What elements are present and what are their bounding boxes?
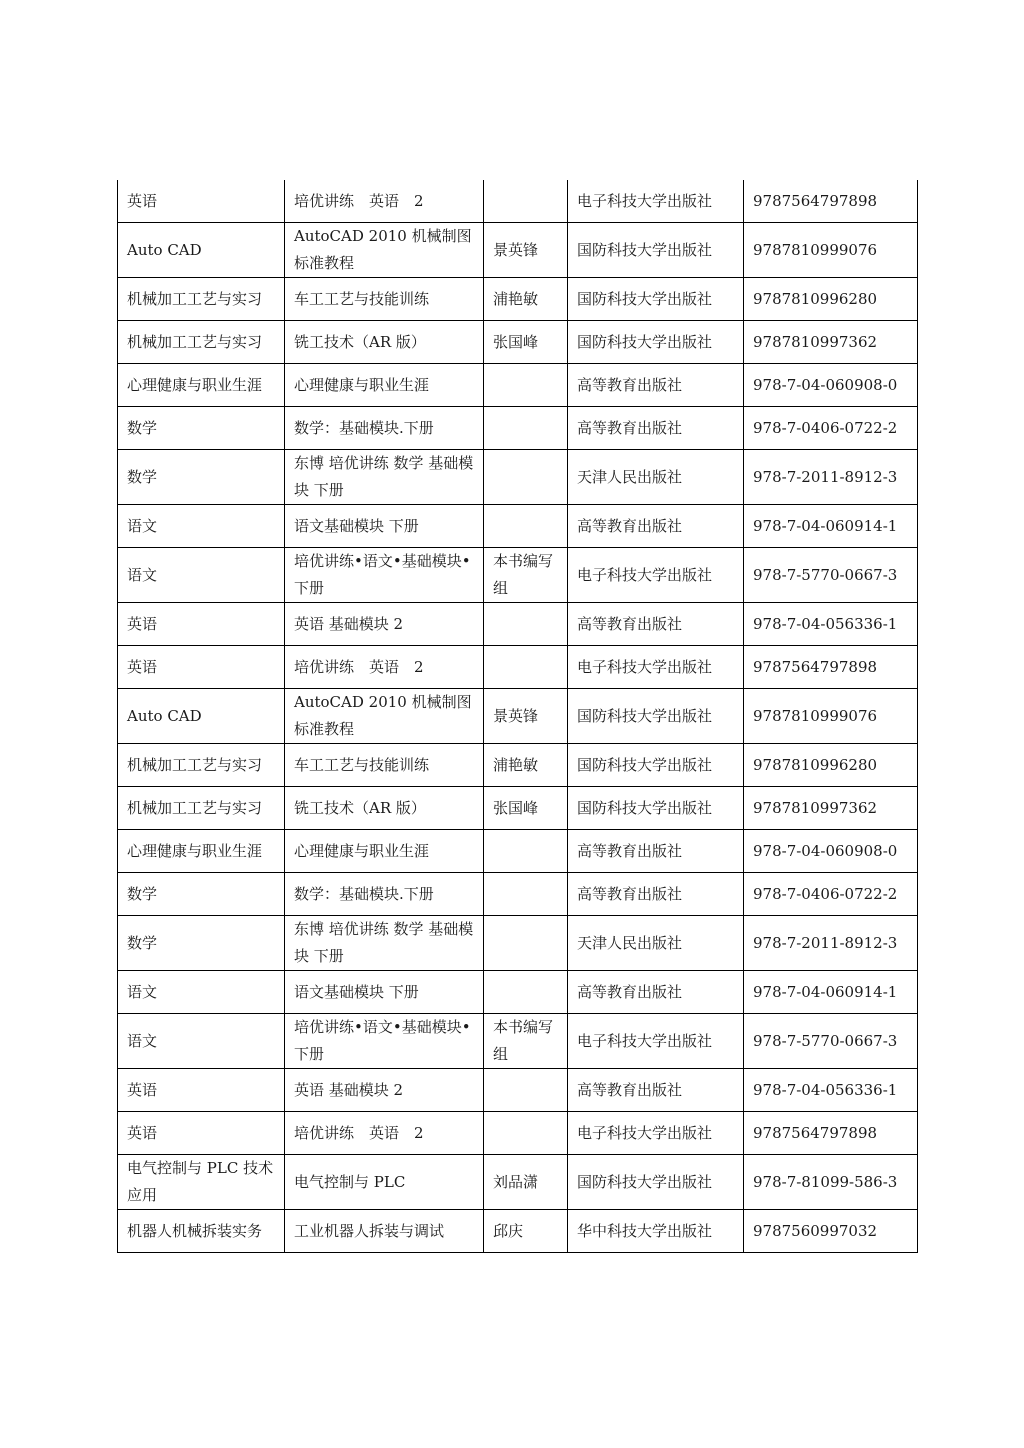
author-cell bbox=[484, 450, 568, 505]
book-title-cell: 英语 基础模块 2 bbox=[285, 1069, 484, 1112]
publisher-cell: 高等教育出版社 bbox=[568, 971, 744, 1014]
book-title-cell: 东博 培优讲练 数学 基础模块 下册 bbox=[285, 450, 484, 505]
course-cell: 数学 bbox=[118, 916, 285, 971]
isbn-cell: 978-7-5770-0667-3 bbox=[744, 548, 918, 603]
table-row bbox=[118, 505, 918, 548]
table-row bbox=[118, 971, 918, 1014]
author-cell: 张国峰 bbox=[484, 787, 568, 830]
course-cell: 数学 bbox=[118, 873, 285, 916]
isbn-cell: 978-7-2011-8912-3 bbox=[744, 450, 918, 505]
book-title-cell: AutoCAD 2010 机械制图标准教程 bbox=[285, 223, 484, 278]
course-cell: 机械加工工艺与实习 bbox=[118, 744, 285, 787]
book-title-cell: 车工工艺与技能训练 bbox=[285, 744, 484, 787]
table-row bbox=[118, 1112, 918, 1155]
author-cell: 邱庆 bbox=[484, 1210, 568, 1253]
table-row bbox=[118, 321, 918, 364]
table-row bbox=[118, 1210, 918, 1253]
course-cell: 英语 bbox=[118, 1069, 285, 1112]
publisher-cell: 电子科技大学出版社 bbox=[568, 1014, 744, 1069]
course-cell: 机械加工工艺与实习 bbox=[118, 321, 285, 364]
book-title-cell: 心理健康与职业生涯 bbox=[285, 830, 484, 873]
author-cell bbox=[484, 603, 568, 646]
publisher-cell: 国防科技大学出版社 bbox=[568, 1155, 744, 1210]
publisher-cell: 高等教育出版社 bbox=[568, 505, 744, 548]
course-cell: 语文 bbox=[118, 505, 285, 548]
book-title-cell: AutoCAD 2010 机械制图标准教程 bbox=[285, 689, 484, 744]
publisher-cell: 电子科技大学出版社 bbox=[568, 1112, 744, 1155]
book-title-cell: 数学：基础模块.下册 bbox=[285, 407, 484, 450]
book-title-cell: 铣工技术（AR 版） bbox=[285, 321, 484, 364]
course-cell: 心理健康与职业生涯 bbox=[118, 830, 285, 873]
author-cell bbox=[484, 646, 568, 689]
isbn-cell: 978-7-04-060914-1 bbox=[744, 971, 918, 1014]
table-row bbox=[118, 744, 918, 787]
course-cell: 心理健康与职业生涯 bbox=[118, 364, 285, 407]
table-row bbox=[118, 223, 918, 278]
publisher-cell: 国防科技大学出版社 bbox=[568, 278, 744, 321]
publisher-cell: 天津人民出版社 bbox=[568, 916, 744, 971]
author-cell bbox=[484, 364, 568, 407]
book-title-cell: 语文基础模块 下册 bbox=[285, 505, 484, 548]
table-row bbox=[118, 873, 918, 916]
publisher-cell: 国防科技大学出版社 bbox=[568, 223, 744, 278]
isbn-cell: 978-7-04-060914-1 bbox=[744, 505, 918, 548]
isbn-cell: 9787810997362 bbox=[744, 787, 918, 830]
book-title-cell: 心理健康与职业生涯 bbox=[285, 364, 484, 407]
publisher-cell: 高等教育出版社 bbox=[568, 830, 744, 873]
isbn-cell: 978-7-04-060908-0 bbox=[744, 830, 918, 873]
course-cell: 机器人机械拆装实务 bbox=[118, 1210, 285, 1253]
isbn-cell: 978-7-5770-0667-3 bbox=[744, 1014, 918, 1069]
publisher-cell: 电子科技大学出版社 bbox=[568, 180, 744, 223]
isbn-cell: 978-7-0406-0722-2 bbox=[744, 873, 918, 916]
table-row bbox=[118, 603, 918, 646]
author-cell bbox=[484, 1112, 568, 1155]
publisher-cell: 高等教育出版社 bbox=[568, 407, 744, 450]
isbn-cell: 9787810999076 bbox=[744, 689, 918, 744]
author-cell bbox=[484, 505, 568, 548]
isbn-cell: 978-7-04-060908-0 bbox=[744, 364, 918, 407]
isbn-cell: 978-7-81099-586-3 bbox=[744, 1155, 918, 1210]
isbn-cell: 978-7-2011-8912-3 bbox=[744, 916, 918, 971]
isbn-cell: 9787564797898 bbox=[744, 180, 918, 223]
book-title-cell: 东博 培优讲练 数学 基础模块 下册 bbox=[285, 916, 484, 971]
isbn-cell: 9787810997362 bbox=[744, 321, 918, 364]
publisher-cell: 电子科技大学出版社 bbox=[568, 646, 744, 689]
table-row bbox=[118, 689, 918, 744]
publisher-cell: 高等教育出版社 bbox=[568, 603, 744, 646]
isbn-cell: 978-7-04-056336-1 bbox=[744, 1069, 918, 1112]
author-cell: 刘品潇 bbox=[484, 1155, 568, 1210]
course-cell: 语文 bbox=[118, 1014, 285, 1069]
textbook-table bbox=[117, 180, 918, 1253]
author-cell bbox=[484, 180, 568, 223]
author-cell bbox=[484, 873, 568, 916]
course-cell: 语文 bbox=[118, 971, 285, 1014]
table-row bbox=[118, 830, 918, 873]
course-cell: 英语 bbox=[118, 1112, 285, 1155]
author-cell bbox=[484, 916, 568, 971]
publisher-cell: 国防科技大学出版社 bbox=[568, 689, 744, 744]
author-cell bbox=[484, 407, 568, 450]
table-row bbox=[118, 646, 918, 689]
course-cell: 英语 bbox=[118, 646, 285, 689]
author-cell: 景英锋 bbox=[484, 689, 568, 744]
table-row bbox=[118, 278, 918, 321]
publisher-cell: 高等教育出版社 bbox=[568, 1069, 744, 1112]
isbn-cell: 9787564797898 bbox=[744, 646, 918, 689]
course-cell: 电气控制与 PLC 技术应用 bbox=[118, 1155, 285, 1210]
course-cell: 数学 bbox=[118, 407, 285, 450]
publisher-cell: 国防科技大学出版社 bbox=[568, 321, 744, 364]
book-title-cell: 语文基础模块 下册 bbox=[285, 971, 484, 1014]
author-cell: 本书编写组 bbox=[484, 548, 568, 603]
isbn-cell: 9787564797898 bbox=[744, 1112, 918, 1155]
table-row bbox=[118, 180, 918, 223]
author-cell: 本书编写组 bbox=[484, 1014, 568, 1069]
publisher-cell: 高等教育出版社 bbox=[568, 873, 744, 916]
table-row bbox=[118, 407, 918, 450]
publisher-cell: 国防科技大学出版社 bbox=[568, 787, 744, 830]
course-cell: 英语 bbox=[118, 603, 285, 646]
author-cell bbox=[484, 830, 568, 873]
course-cell: 机械加工工艺与实习 bbox=[118, 787, 285, 830]
course-cell: Auto CAD bbox=[118, 689, 285, 744]
author-cell: 景英锋 bbox=[484, 223, 568, 278]
isbn-cell: 9787560997032 bbox=[744, 1210, 918, 1253]
table-row bbox=[118, 1069, 918, 1112]
isbn-cell: 9787810999076 bbox=[744, 223, 918, 278]
book-title-cell: 数学：基础模块.下册 bbox=[285, 873, 484, 916]
book-title-cell: 培优讲练•语文•基础模块•下册 bbox=[285, 1014, 484, 1069]
isbn-cell: 9787810996280 bbox=[744, 744, 918, 787]
course-cell: 语文 bbox=[118, 548, 285, 603]
table-row bbox=[118, 548, 918, 603]
publisher-cell: 高等教育出版社 bbox=[568, 364, 744, 407]
book-title-cell: 工业机器人拆装与调试 bbox=[285, 1210, 484, 1253]
author-cell bbox=[484, 971, 568, 1014]
course-cell: 机械加工工艺与实习 bbox=[118, 278, 285, 321]
book-title-cell: 车工工艺与技能训练 bbox=[285, 278, 484, 321]
table-row bbox=[118, 450, 918, 505]
book-title-cell: 培优讲练 英语 2 bbox=[285, 180, 484, 223]
author-cell: 浦艳敏 bbox=[484, 744, 568, 787]
table-row bbox=[118, 1155, 918, 1210]
author-cell: 浦艳敏 bbox=[484, 278, 568, 321]
isbn-cell: 978-7-0406-0722-2 bbox=[744, 407, 918, 450]
book-title-cell: 电气控制与 PLC bbox=[285, 1155, 484, 1210]
course-cell: Auto CAD bbox=[118, 223, 285, 278]
course-cell: 数学 bbox=[118, 450, 285, 505]
publisher-cell: 国防科技大学出版社 bbox=[568, 744, 744, 787]
publisher-cell: 华中科技大学出版社 bbox=[568, 1210, 744, 1253]
book-title-cell: 铣工技术（AR 版） bbox=[285, 787, 484, 830]
isbn-cell: 978-7-04-056336-1 bbox=[744, 603, 918, 646]
book-title-cell: 培优讲练•语文•基础模块•下册 bbox=[285, 548, 484, 603]
table-row bbox=[118, 1014, 918, 1069]
publisher-cell: 天津人民出版社 bbox=[568, 450, 744, 505]
publisher-cell: 电子科技大学出版社 bbox=[568, 548, 744, 603]
course-cell: 英语 bbox=[118, 180, 285, 223]
author-cell: 张国峰 bbox=[484, 321, 568, 364]
author-cell bbox=[484, 1069, 568, 1112]
table-row bbox=[118, 916, 918, 971]
table-row bbox=[118, 364, 918, 407]
isbn-cell: 9787810996280 bbox=[744, 278, 918, 321]
book-title-cell: 培优讲练 英语 2 bbox=[285, 646, 484, 689]
book-title-cell: 培优讲练 英语 2 bbox=[285, 1112, 484, 1155]
book-title-cell: 英语 基础模块 2 bbox=[285, 603, 484, 646]
table-row bbox=[118, 787, 918, 830]
